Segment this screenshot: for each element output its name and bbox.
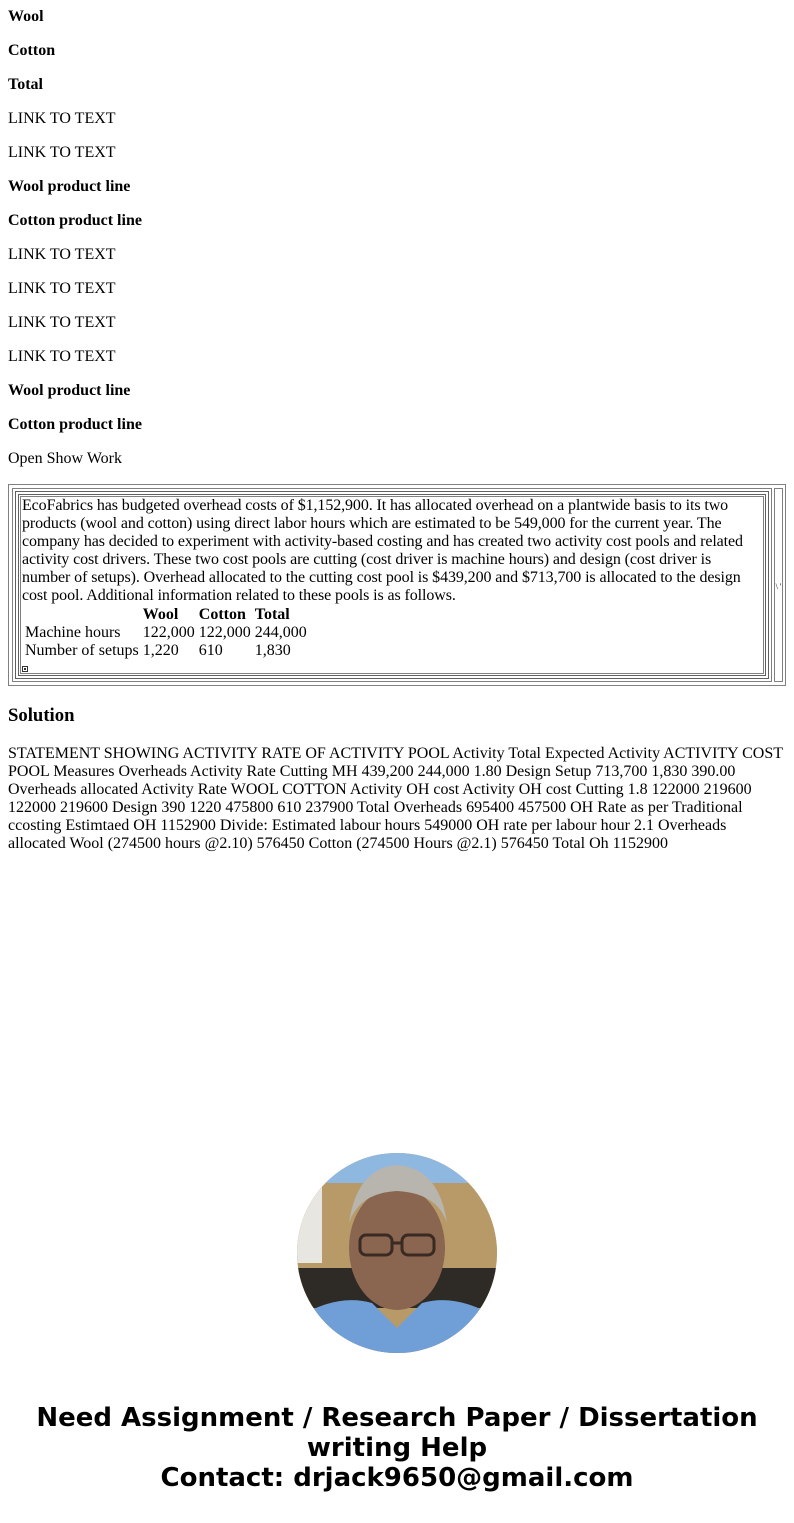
problem-statement: EcoFabrics has budgeted overhead costs of $1,152,900. It has allocated overhead on a plantwide basis to its two products (wool and cotton) using direct labor hours which are estimated to be 549,000 for the current year. The company has decided to experiment with activity-based costing and has created two activity cost pools and related activity cost drivers. These two cost pools are cutting (cost driver is machine hours) and design (cost driver is number of setups). Overhead allocated to the cutting cost pool is $439,200 and $713,700 is allocated to the design cost pool. Additional information related to these pools is as follows. <box>22 497 743 604</box>
label-total: Total <box>8 76 43 93</box>
table-cell: 244,000 <box>254 624 307 641</box>
side-cell <box>774 488 783 682</box>
column-header: Cotton <box>198 606 246 623</box>
promo-banner <box>0 1403 794 1493</box>
link-to-text[interactable]: LINK TO TEXT <box>8 110 116 127</box>
link-to-text[interactable]: LINK TO TEXT <box>8 144 116 161</box>
link-to-text[interactable]: LINK TO TEXT <box>8 246 116 263</box>
table-row <box>24 625 308 641</box>
table-cell: 610 <box>198 642 223 659</box>
person-photo-icon <box>297 1153 497 1353</box>
row-label: Machine hours <box>25 624 121 641</box>
label-cotton-product-line: Cotton product line <box>8 212 142 229</box>
problem-table <box>8 484 786 686</box>
cost-driver-table <box>22 605 310 661</box>
broken-image-icon <box>22 666 28 672</box>
table-header-row <box>24 607 308 623</box>
side-cell-text: \ ' <box>775 582 782 591</box>
solution-text: STATEMENT SHOWING ACTIVITY RATE OF ACTIVITY POOL Activity Total Expected Activity ACTIVITY COST POOL Measures Overheads Activity Rate Cutting MH 439,200 244,000 1.80 Design Setup 713,700 1,830 390.00 Overheads allocated Activity Rate WOOL COTTON Activity OH cost Activity OH cost Cutting 1.8 122000 219600 122000 219600 Design 390 1220 475800 610 237900 Total Overheads 695400 457500 OH Rate as per Traditional ccosting Estimtaed OH 1152900 Divide: Estimated labour hours 549000 OH rate per labour hour 2.1 Overheads allocated Wool (274500 hours @2.10) 576450 Cotton (274500 Hours @2.1) 576450 Total Oh 1152900 <box>8 745 783 852</box>
table-cell: 122,000 <box>198 624 251 641</box>
promo-line: Need Assignment / Research Paper / Dissertation <box>36 1403 758 1433</box>
row-label: Number of setups <box>25 642 139 659</box>
link-to-text[interactable]: LINK TO TEXT <box>8 280 116 297</box>
table-cell: 1,220 <box>142 642 179 659</box>
label-wool-product-line: Wool product line <box>8 178 131 195</box>
table-row <box>24 643 308 659</box>
label-cotton-product-line: Cotton product line <box>8 416 142 433</box>
solution-heading: Solution <box>8 705 75 726</box>
open-show-work-link[interactable]: Open Show Work <box>8 450 122 467</box>
link-to-text[interactable]: LINK TO TEXT <box>8 348 116 365</box>
author-avatar <box>297 1153 497 1353</box>
column-header: Total <box>254 606 290 623</box>
promo-contact: Contact: drjack9650@gmail.com <box>160 1463 634 1493</box>
promo-line: writing Help <box>306 1433 488 1463</box>
table-cell: 122,000 <box>142 624 195 641</box>
label-wool-product-line: Wool product line <box>8 382 131 399</box>
table-cell: 1,830 <box>254 642 291 659</box>
problem-cell <box>12 488 772 682</box>
link-to-text[interactable]: LINK TO TEXT <box>8 314 116 331</box>
label-wool: Wool <box>8 8 44 25</box>
label-cotton: Cotton <box>8 42 56 59</box>
column-header: Wool <box>142 606 179 623</box>
column-header <box>24 607 140 623</box>
